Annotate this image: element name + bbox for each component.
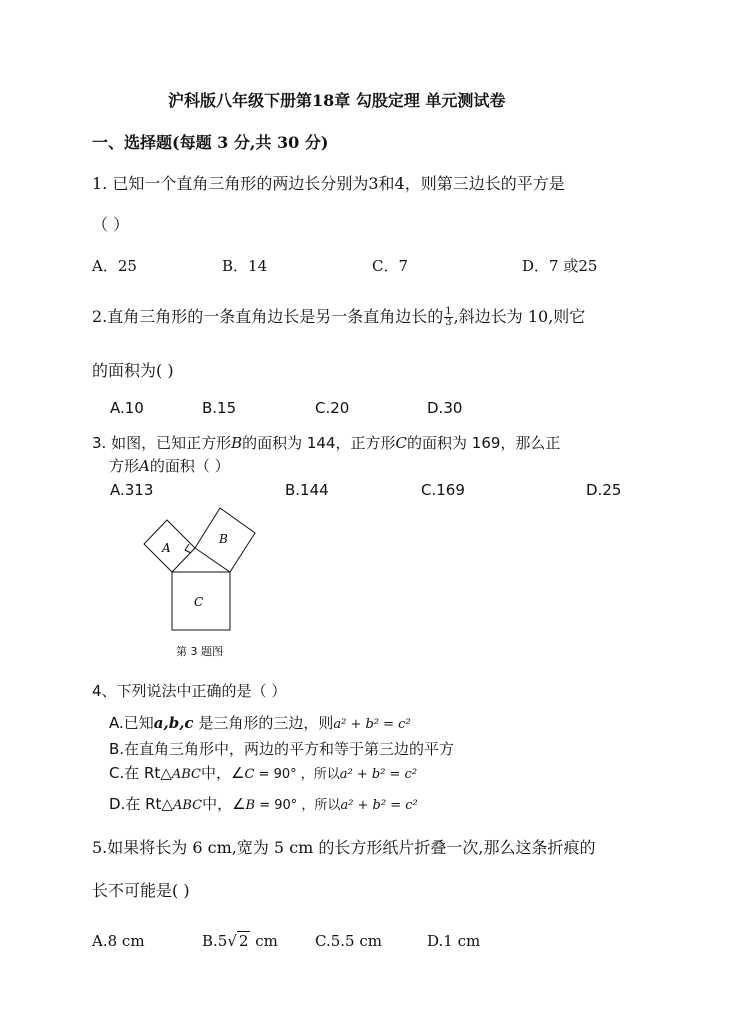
fraction-denominator: 3 xyxy=(445,317,452,328)
question-2-text-a: 2.直角三角形的一条直角边长是另一条直角边长的 xyxy=(92,307,444,326)
sqrt-radicand: 2 xyxy=(238,932,249,950)
q4-option-d-text-a: D.在 Rt△ xyxy=(109,795,173,813)
q5-option-b-text-a: B.5 xyxy=(202,932,228,950)
var-a: A xyxy=(139,457,150,475)
q4-option-a-text-a: A.已知 xyxy=(109,714,154,732)
q4-option-c-text-c: = 90° ，所以 xyxy=(254,767,340,782)
question-1-option-d: D．7 或25 xyxy=(522,257,598,275)
question-1-paren: （ ） xyxy=(92,215,130,234)
label-c: C xyxy=(194,595,204,609)
question-4-option-b: B.在直角三角形中，两边的平方和等于第三边的平方 xyxy=(109,740,455,758)
q4-option-c-angle: C xyxy=(244,767,255,782)
fraction-one-third xyxy=(444,307,452,328)
question-4-option-c xyxy=(109,762,417,783)
question-5-option-c: C.5.5 cm xyxy=(315,932,382,950)
question-2-text-b: ,斜边长为 10,则它 xyxy=(453,307,586,326)
question-5-option-a: A.8 cm xyxy=(92,932,145,950)
question-1-text: 1. 已知一个直角三角形的两边长分别为3和4，则第三边长的平方是 xyxy=(92,174,565,193)
question-5-text: 5.如果将长为 6 cm,宽为 5 cm 的长方形纸片折叠一次,那么这条折痕的 xyxy=(92,838,596,857)
question-1-option-b: B．14 xyxy=(222,257,268,275)
q4-option-a-text-b: 是三角形的三边，则 xyxy=(193,714,334,732)
question-3-option-b: B.144 xyxy=(285,481,329,499)
page-title: 沪科版八年级下册第18章 勾股定理 单元测试卷 xyxy=(168,91,506,110)
q4-option-d-angle: B xyxy=(245,798,256,813)
label-b: B xyxy=(219,532,228,546)
q4-option-c-text-a: C.在 Rt△ xyxy=(109,764,172,782)
q4-option-c-triangle: ABC xyxy=(171,767,201,782)
question-3-line-2-b: 的面积（ ） xyxy=(149,457,230,475)
question-4-text: 4、下列说法中正确的是（ ） xyxy=(92,682,287,700)
question-3-line-1-b: 的面积为 144，正方形 xyxy=(242,434,396,452)
q4-option-d-text-c: = 90° ，所以 xyxy=(255,798,341,813)
q4-option-a-vars: a,b,c xyxy=(153,714,194,732)
q4-option-d-triangle: ABC xyxy=(172,798,203,813)
question-4-option-a xyxy=(109,712,411,733)
question-5-option-b xyxy=(202,932,278,950)
question-3-option-c: C.169 xyxy=(421,481,465,499)
question-3-line-2-a: 方形 xyxy=(109,457,140,475)
pythagoras-squares-figure xyxy=(140,500,270,640)
figure-caption: 第 3 题图 xyxy=(176,645,223,658)
question-5-option-d: D.1 cm xyxy=(427,932,481,950)
question-3-line-1 xyxy=(92,432,560,453)
q4-option-d-text-b: 中，∠ xyxy=(202,795,246,813)
question-3-line-1-a: 3. 如图，已知正方形 xyxy=(92,434,232,452)
label-a: A xyxy=(162,541,171,555)
question-2-text xyxy=(92,304,585,328)
question-3-option-d: D.25 xyxy=(586,481,622,499)
fraction-numerator: 1 xyxy=(445,306,452,317)
question-3-line-1-c: 的面积为 169，那么正 xyxy=(407,434,561,452)
question-3-line-2 xyxy=(109,455,230,476)
right-angle-mark xyxy=(185,544,191,553)
var-b: B xyxy=(231,434,243,452)
question-1-option-c: C．7 xyxy=(372,257,409,275)
question-5-text-2: 长不可能是( ) xyxy=(92,881,190,900)
q4-option-a-equation: a² + b² = c² xyxy=(333,717,411,732)
question-4-option-d xyxy=(109,793,418,814)
question-1-option-a: A．25 xyxy=(92,257,137,275)
question-3-option-a: A.313 xyxy=(110,481,154,499)
q4-option-c-text-b: 中，∠ xyxy=(201,764,245,782)
section-heading: 一、选择题(每题 3 分,共 30 分) xyxy=(92,133,329,152)
question-2-option-d: D.30 xyxy=(427,399,463,417)
question-2-option-b: B.15 xyxy=(202,399,237,417)
question-2-option-c: C.20 xyxy=(315,399,350,417)
question-2-option-a: A.10 xyxy=(110,399,144,417)
question-2-text-c: 的面积为( ) xyxy=(92,361,174,380)
q5-option-b-text-b: cm xyxy=(250,932,278,950)
sqrt-symbol: √ 2 xyxy=(227,932,249,950)
var-c: C xyxy=(395,434,408,452)
q4-option-c-equation: a² + b² = c² xyxy=(339,767,418,782)
q4-option-d-equation: a² + b² = c² xyxy=(340,798,418,813)
